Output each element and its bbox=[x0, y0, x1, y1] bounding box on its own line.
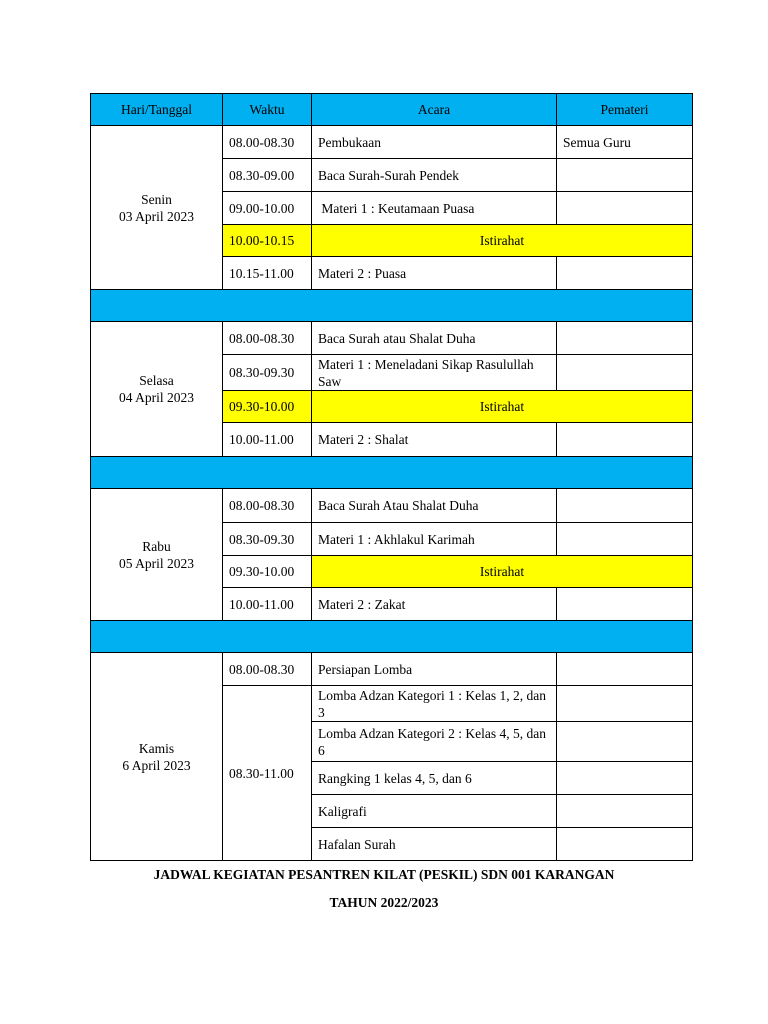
time-cell-merged: 08.30-11.00 bbox=[223, 686, 312, 861]
separator-row bbox=[91, 457, 693, 489]
acara-cell: Materi 1 : Akhlakul Karimah bbox=[312, 523, 557, 556]
time-cell: 09.30-10.00 bbox=[223, 391, 312, 423]
break-label: Istirahat bbox=[312, 225, 693, 257]
time-cell: 08.30-09.30 bbox=[223, 355, 312, 391]
pemateri-cell bbox=[557, 588, 693, 621]
pemateri-cell bbox=[557, 322, 693, 355]
table-row bbox=[91, 322, 693, 355]
acara-cell: Materi 1 : Keutamaan Puasa bbox=[312, 192, 557, 225]
acara-cell: Pembukaan bbox=[312, 126, 557, 159]
acara-cell: Persiapan Lomba bbox=[312, 653, 557, 686]
schedule-table bbox=[90, 93, 693, 861]
acara-cell: Materi 1 : Meneladani Sikap Rasulullah Saw bbox=[312, 355, 557, 391]
time-cell: 08.00-08.30 bbox=[223, 322, 312, 355]
separator-cell bbox=[91, 621, 693, 653]
acara-cell: Lomba Adzan Kategori 1 : Kelas 1, 2, dan 3 bbox=[312, 686, 557, 722]
time-cell: 09.30-10.00 bbox=[223, 556, 312, 588]
acara-cell: Baca Surah atau Shalat Duha bbox=[312, 322, 557, 355]
day-date: 04 April 2023 bbox=[118, 390, 194, 405]
time-cell: 10.00-11.00 bbox=[223, 423, 312, 457]
table-row bbox=[91, 653, 693, 686]
pemateri-cell bbox=[557, 828, 693, 861]
separator-row bbox=[91, 621, 693, 653]
header-hari-tanggal: Hari/Tanggal bbox=[91, 94, 223, 126]
acara-cell: Materi 2 : Zakat bbox=[312, 588, 557, 621]
separator-row bbox=[91, 290, 693, 322]
time-cell: 08.00-08.30 bbox=[223, 653, 312, 686]
header-acara: Acara bbox=[312, 94, 557, 126]
acara-cell: Rangking 1 kelas 4, 5, dan 6 bbox=[312, 762, 557, 795]
day-cell bbox=[91, 489, 223, 621]
time-cell: 10.00-11.00 bbox=[223, 588, 312, 621]
pemateri-cell bbox=[557, 523, 693, 556]
acara-cell: Hafalan Surah bbox=[312, 828, 557, 861]
break-label: Istirahat bbox=[312, 556, 693, 588]
pemateri-cell bbox=[557, 762, 693, 795]
time-cell: 08.00-08.30 bbox=[223, 489, 312, 523]
time-cell: 10.15-11.00 bbox=[223, 257, 312, 290]
acara-cell: Baca Surah Atau Shalat Duha bbox=[312, 489, 557, 523]
pemateri-cell bbox=[557, 686, 693, 722]
pemateri-cell bbox=[557, 489, 693, 523]
pemateri-cell bbox=[557, 159, 693, 192]
break-label: Istirahat bbox=[312, 391, 693, 423]
table-row bbox=[91, 126, 693, 159]
header-waktu: Waktu bbox=[223, 94, 312, 126]
time-cell: 10.00-10.15 bbox=[223, 225, 312, 257]
pemateri-cell bbox=[557, 653, 693, 686]
acara-cell: Lomba Adzan Kategori 2 : Kelas 4, 5, dan 6 bbox=[312, 722, 557, 762]
day-name: Senin bbox=[141, 191, 172, 207]
day-name: Rabu bbox=[142, 538, 171, 554]
pemateri-cell bbox=[557, 257, 693, 290]
header-pemateri: Pemateri bbox=[557, 94, 693, 126]
day-name: Kamis bbox=[138, 740, 175, 756]
time-cell: 09.00-10.00 bbox=[223, 192, 312, 225]
acara-cell: Materi 2 : Shalat bbox=[312, 423, 557, 457]
acara-cell: Kaligrafi bbox=[312, 795, 557, 828]
pemateri-cell: Semua Guru bbox=[557, 126, 693, 159]
time-cell: 08.30-09.30 bbox=[223, 523, 312, 556]
day-cell bbox=[91, 126, 223, 290]
day-date: 05 April 2023 bbox=[118, 555, 194, 571]
day-cell bbox=[91, 653, 223, 861]
separator-cell bbox=[91, 457, 693, 489]
time-cell: 08.30-09.00 bbox=[223, 159, 312, 192]
document-title: JADWAL KEGIATAN PESANTREN KILAT (PESKIL) SDN 001 KARANGAN bbox=[153, 867, 615, 882]
separator-cell bbox=[91, 290, 693, 322]
day-name: Selasa bbox=[139, 373, 174, 388]
table-row bbox=[91, 489, 693, 523]
acara-cell: Baca Surah-Surah Pendek bbox=[312, 159, 557, 192]
header-row bbox=[91, 94, 693, 126]
pemateri-cell bbox=[557, 355, 693, 391]
time-cell: 08.00-08.30 bbox=[223, 126, 312, 159]
pemateri-cell bbox=[557, 722, 693, 762]
pemateri-cell bbox=[557, 192, 693, 225]
document-subtitle: TAHUN 2022/2023 bbox=[329, 895, 439, 910]
pemateri-cell bbox=[557, 795, 693, 828]
day-cell bbox=[91, 322, 223, 457]
acara-cell: Materi 2 : Puasa bbox=[312, 257, 557, 290]
day-date: 03 April 2023 bbox=[118, 208, 194, 224]
day-date: 6 April 2023 bbox=[122, 757, 191, 773]
pemateri-cell bbox=[557, 423, 693, 457]
